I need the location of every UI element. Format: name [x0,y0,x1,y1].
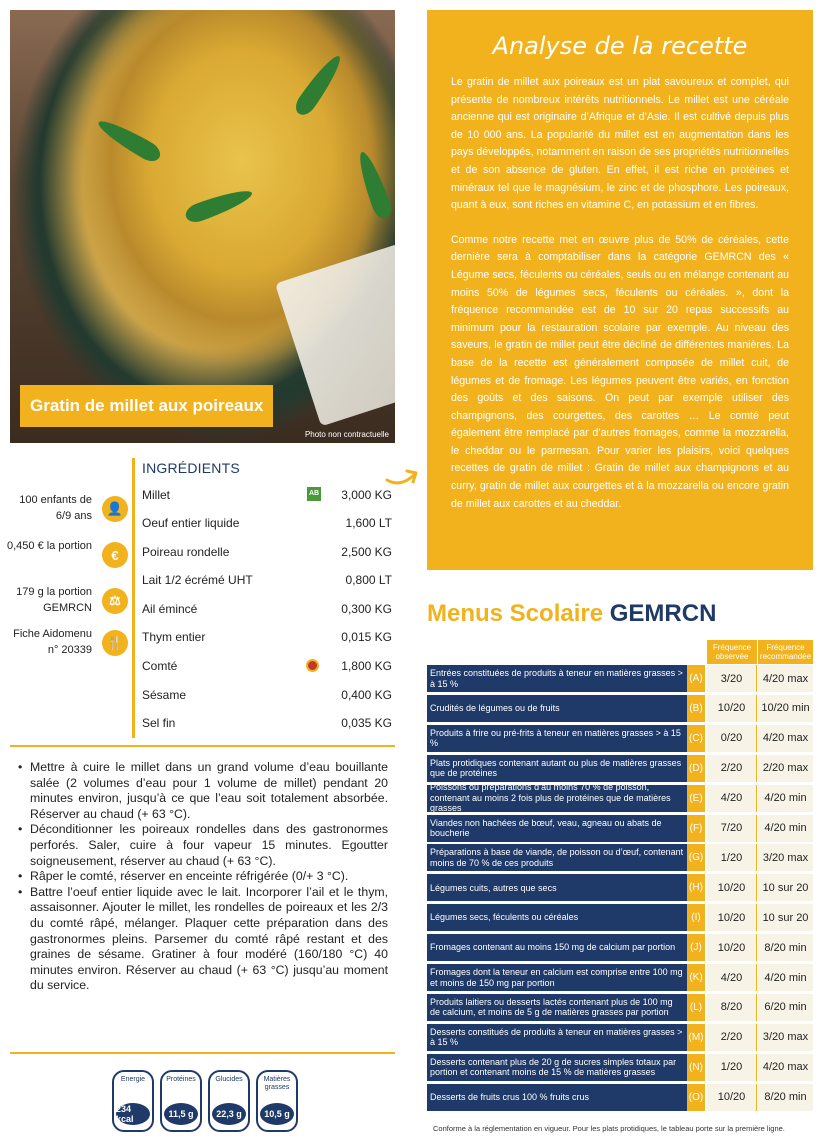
criteria-code: (D) [687,755,705,782]
step-item: • Mettre à cuire le millet dans un grand volume d’eau bouillante salée (2 volumes d’eau pour 1 volume de millet) pendant 20 minutes environ, jusqu’à ce que l’eau soit totalement absorbée. Réserver au chaud (+ 63 °C). [18,760,388,822]
analysis-paragraph: Comme notre recette met en œuvre plus de 50% de céréales, cette dernière sera à comptabiliser dans la catégorie GEMRCN des « Légume secs, féculents ou céréales, seuls ou en mélange contenant au moins 50% de légumes secs, féculents ou céréales. », dont la fréquence recommandée est de 10 sur 20 repas successifs au minimum pour la restauration scolaire par exemple. Au niveau des saveurs, le gratin de millet peut être décliné de différentes manières. La base de la recette est généralement composée de millet cuit, de légumes et de fromage. Les légumes peuvent être variés, en fonction des goûts et des saisons. On peut par exemple utiliser des champignons, des courgettes, des carottes … Le comté peut également être remplacé par d’autres fromages, comme la mozzarella, le cheddar ou le parmesan. Pour varier les plaisirs, voici quelques recettes de gratin de millet : Gratin de millet aux champignons et au curry, gratin de millet aux courgettes et à la mozzarella ou encore gratin de millet aux carottes et au cheddar. [451,233,789,510]
footnote: Conforme à la réglementation en vigueur. Pour les plats protidiques, le tableau porte sur la première ligne. [433,1124,785,1133]
info-text: 0,450 € la portion [6,540,92,552]
ingredient-name: Comté [142,659,178,673]
menus-title-part1: Menus Scolaire [427,600,604,627]
criteria-row [427,755,813,784]
criteria-row [427,1084,813,1113]
criteria-label: Fromages contenant au moins 150 mg de calcium par portion [427,934,687,961]
observed-frequency: 2/20 [707,755,757,782]
criteria-code: (J) [687,934,705,961]
criteria-row [427,1024,813,1053]
nutrition-label: Matières grasses [263,1076,291,1091]
ingredient-name: Oeuf entier liquide [142,516,240,530]
criteria-row [427,782,813,814]
recommended-frequency: 4/20 min [758,785,813,812]
step-item: • Déconditionner les poireaux rondelles dans des gastronormes perforés. Saler, cuire à four vapeur 15 minutes. Egoutter soigneusement, réserver au chaud (+ 63 °C). [18,822,388,869]
divider [132,458,135,738]
recommended-frequency: 4/20 min [758,815,813,842]
recommended-frequency: 8/20 min [758,1084,813,1111]
recipe-title: Gratin de millet aux poireaux [20,385,273,427]
analysis-paragraph: Le gratin de millet aux poireaux est un plat savoureux et complet, qui présente de nombreux intérêts nutritionnels. Le millet est une céréale ancienne qui est originaire d’Afrique et d’Asie. Il est cultivé depuis plus de 10 000 ans. La popularité du millet est en augmentation dans les pays développés, notamment en raison de ses propriétés nutritionnelles et de son absence de gluten. En effet, il est riche en protéines et minéraux tel que le magnésium, le zinc et de phosphore. Les poireaux, quant à eux, sont riches en vitamine C, en potassium et en fibres. [451,76,789,212]
criteria-row [427,815,813,844]
criteria-label: Poissons ou préparations d’au moins 70 % de poisson, contenant au moins 2 fois plus de protéines que de matières grasses [427,785,687,812]
criteria-row [427,904,813,933]
ingredient-row [142,656,392,676]
recommended-frequency: 3/20 max [758,1024,813,1051]
criteria-label: Desserts contenant plus de 20 g de sucres simples totaux par portion et contenant moins de 15 % de matières grasses [427,1054,687,1081]
ingredient-row [142,485,392,505]
criteria-label: Viandes non hachées de bœuf, veau, agneau ou abats de boucherie [427,815,687,842]
ingredient-qty: 3,000 KG [341,488,392,502]
nutrition-carbs [208,1070,250,1132]
organic-badge: AB [307,487,321,501]
criteria-row [427,695,813,724]
leaf-decoration [183,185,255,226]
criteria-row [427,964,813,993]
ingredient-name: Sel fin [142,716,176,730]
aop-badge-icon [306,659,319,672]
recommended-frequency: 10/20 min [758,695,813,722]
observed-frequency: 10/20 [707,1084,757,1111]
recommended-frequency: 4/20 max [758,1054,813,1081]
criteria-code: (E) [687,785,705,812]
info-price [6,538,128,578]
ingredients-title: INGRÉDIENTS [142,460,240,476]
ingredient-name: Sésame [142,688,187,702]
nutrition-energy [112,1070,154,1132]
ingredient-qty: 1,800 KG [341,659,392,673]
column-header-recommended: Fréquence recommandée [758,640,813,664]
ingredient-row [142,513,392,533]
info-text: 100 enfants de 6/9 ans [19,494,92,522]
observed-frequency: 4/20 [707,964,757,991]
analysis-title: Analyse de la recette [492,32,748,60]
euro-icon: € [102,542,128,568]
photo-credit: Photo non contractuelle [304,430,389,439]
nutrition-value: 11,5 g [164,1103,198,1125]
preparation-steps [18,760,388,994]
criteria-row [427,934,813,963]
divider [10,1052,395,1054]
scale-icon: ⚖ [102,588,128,614]
observed-frequency: 8/20 [707,994,757,1021]
observed-frequency: 1/20 [707,1054,757,1081]
leaf-decoration [292,51,347,119]
ingredient-row [142,627,392,647]
info-sheet [10,626,128,666]
leaf-decoration [354,149,395,221]
ingredient-row [142,685,392,705]
nutrition-value: 234 kcal [116,1103,150,1125]
analysis-box [427,10,813,570]
criteria-row [427,844,813,873]
criteria-label: Produits à frire ou pré-frits à teneur en matières grasses > à 15 % [427,725,687,752]
criteria-code: (K) [687,964,705,991]
ingredient-qty: 0,035 KG [341,716,392,730]
criteria-code: (F) [687,815,705,842]
criteria-code: (G) [687,844,705,871]
divider [10,745,395,747]
ingredient-qty: 0,800 LT [345,573,392,587]
criteria-label: Légumes cuits, autres que secs [427,874,687,901]
ingredient-row [142,713,392,733]
criteria-row [427,874,813,903]
step-item: • Battre l’oeuf entier liquide avec le lait. Incorporer l’ail et le thym, assaisonner. Ajouter le millet, les rondelles de poireaux et les 2/3 du comté râpé, mélanger. Plaquer cette préparation dans des gastronormes pleins. Parsemer du comté râpé restant et des graines de sésame. Gratiner à four modéré (160/180 °C) 40 minutes environ. Réserver au chaud (+ 63 °C) jusqu’au moment du service. [18,885,388,994]
ingredient-qty: 2,500 KG [341,545,392,559]
criteria-code: (L) [687,994,705,1021]
cutlery-icon: 🍴 [102,630,128,656]
observed-frequency: 3/20 [707,665,757,692]
ingredient-name: Lait 1/2 écrémé UHT [142,573,253,587]
ingredient-row [142,542,392,562]
criteria-row [427,1054,813,1083]
criteria-label: Légumes secs, féculents ou céréales [427,904,687,931]
criteria-row [427,665,813,694]
recipe-photo [10,10,395,443]
nutrition-label: Energie [120,1076,146,1083]
criteria-code: (B) [687,695,705,722]
observed-frequency: 10/20 [707,874,757,901]
info-text: Fiche Aidomenu n° 20339 [13,628,92,656]
criteria-label: Produits laitiers ou desserts lactés contenant plus de 100 mg de calcium, et moins de 5 g de matières grasses par portion [427,994,687,1021]
observed-frequency: 0/20 [707,725,757,752]
criteria-label: Desserts constitués de produits à teneur en matières grasses > à 15 % [427,1024,687,1051]
ingredient-qty: 0,300 KG [341,602,392,616]
recommended-frequency: 4/20 max [758,665,813,692]
ingredient-row [142,570,392,590]
criteria-code: (C) [687,725,705,752]
info-text: 179 g la portion GEMRCN [16,586,92,614]
ingredient-qty: 0,015 KG [341,630,392,644]
ingredient-name: Thym entier [142,630,206,644]
observed-frequency: 4/20 [707,785,757,812]
recommended-frequency: 6/20 min [758,994,813,1021]
criteria-label: Fromages dont la teneur en calcium est comprise entre 100 mg et moins de 150 mg par portion [427,964,687,991]
nutrition-value: 10,5 g [260,1103,294,1125]
leaf-decoration [94,115,164,166]
nutrition-value: 22,3 g [212,1103,246,1125]
menus-title-part2: GEMRCN [609,600,717,627]
ingredient-name: Ail émincé [142,602,198,616]
observed-frequency: 10/20 [707,934,757,961]
ingredient-qty: 1,600 LT [345,516,392,530]
criteria-code: (M) [687,1024,705,1051]
ingredient-qty: 0,400 KG [341,688,392,702]
recommended-frequency: 2/20 max [758,755,813,782]
observed-frequency: 7/20 [707,815,757,842]
criteria-code: (O) [687,1084,705,1111]
info-portion [10,584,128,624]
observed-frequency: 10/20 [707,904,757,931]
criteria-label: Desserts de fruits crus 100 % fruits crus [427,1084,687,1111]
ingredient-name: Millet [142,488,171,502]
recommended-frequency: 10 sur 20 [758,874,813,901]
criteria-label: Préparations à base de viande, de poisson ou d’œuf, contenant moins de 70 % de ces produits [427,844,687,871]
person-icon: 👤 [102,496,128,522]
criteria-code: (I) [687,904,705,931]
observed-frequency: 10/20 [707,695,757,722]
recommended-frequency: 4/20 min [758,964,813,991]
criteria-row [427,725,813,754]
recommended-frequency: 3/20 max [758,844,813,871]
menus-title [427,600,716,628]
column-header-observed: Fréquence observée [707,640,757,664]
criteria-label: Crudités de légumes ou de fruits [427,695,687,722]
criteria-row [427,994,813,1023]
info-servings [10,492,128,532]
napkin [275,244,395,427]
nutrition-label: Glucides [215,1076,243,1083]
criteria-label: Plats protidiques contenant autant ou plus de matières grasses que de protéines [427,755,687,782]
nutrition-fat [256,1070,298,1132]
nutrition-label: Protéines [166,1076,196,1083]
nutrition-protein [160,1070,202,1132]
observed-frequency: 1/20 [707,844,757,871]
recommended-frequency: 4/20 max [758,725,813,752]
criteria-code: (N) [687,1054,705,1081]
criteria-code: (A) [687,665,705,692]
ingredient-name: Poireau rondelle [142,545,230,559]
recommended-frequency: 8/20 min [758,934,813,961]
recommended-frequency: 10 sur 20 [758,904,813,931]
criteria-code: (H) [687,874,705,901]
ingredient-row [142,599,392,619]
criteria-label: Entrées constituées de produits à teneur en matières grasses > à 15 % [427,665,687,692]
step-item: • Râper le comté, réserver en enceinte réfrigérée (0/+ 3 °C). [18,869,388,885]
observed-frequency: 2/20 [707,1024,757,1051]
